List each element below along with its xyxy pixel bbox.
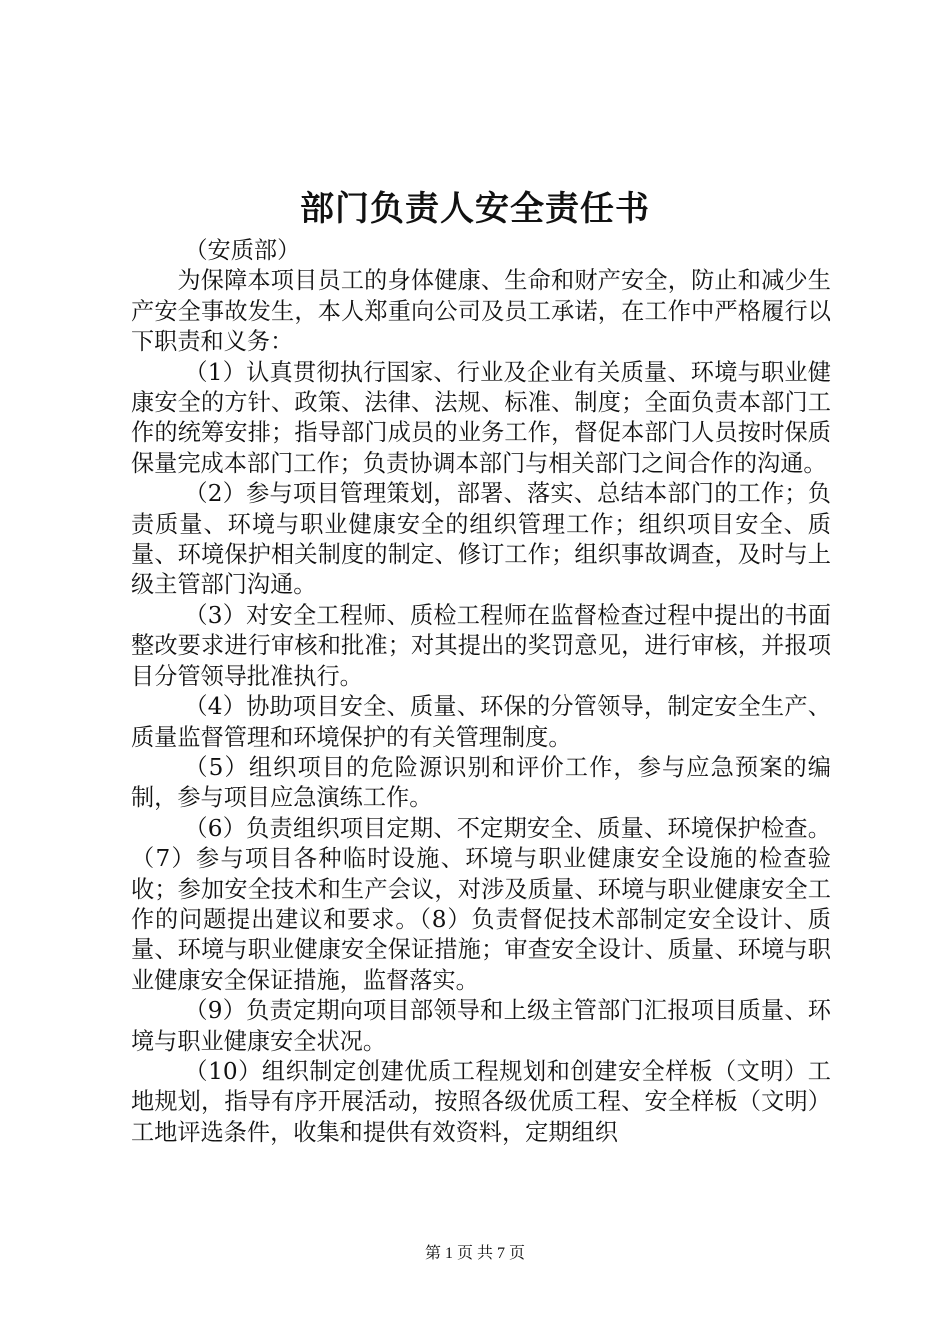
duty-item-4: （4）协助项目安全、质量、环保的分管领导，制定安全生产、质量监督管理和环境保护的有关管理制度。 bbox=[131, 693, 831, 751]
duty-item-1: （1）认真贯彻执行国家、行业及企业有关质量、环境与职业健康安全的方针、政策、法律、法规、标准、制度；全面负责本部门工作的统筹安排；指导部门成员的业务工作，督促本部门人员按时保质保量完成本部门工作；负责协调本部门与相关部门之间合作的沟通。 bbox=[131, 358, 831, 477]
duty-item-3: （3）对安全工程师、质检工程师在监督检查过程中提出的书面整改要求进行审核和批准；对其提出的奖罚意见，进行审核，并报项目分管领导批准执行。 bbox=[131, 601, 831, 690]
document-body bbox=[131, 236, 831, 1148]
duty-item-10: （10）组织制定创建优质工程规划和创建安全样板（文明）工地规划，指导有序开展活动，按照各级优质工程、安全样板（文明）工地评选条件，收集和提供有效资料，定期组织 bbox=[131, 1057, 831, 1146]
department-label: （安质部） bbox=[184, 237, 301, 264]
duty-item-6-8: （6）负责组织项目定期、不定期安全、质量、环境保护检查。（7）参与项目各种临时设施、环境与职业健康安全设施的检查验收；参加安全技术和生产会议，对涉及质量、环境与职业健康安全工作的问题提出建议和要求。（8）负责督促技术部制定安全设计、质量、环境与职业健康安全保证措施；审查安全设计、质量、环境与职业健康安全保证措施，监督落实。 bbox=[131, 814, 831, 994]
intro-paragraph: 为保障本项目员工的身体健康、生命和财产安全，防止和减少生产安全事故发生，本人郑重向公司及员工承诺，在工作中严格履行以下职责和义务： bbox=[131, 267, 831, 356]
page-footer: 第 1 页 共 7 页 bbox=[424, 1245, 525, 1262]
page-title: 部门负责人安全责任书 bbox=[300, 189, 650, 229]
duty-item-2: （2）参与项目管理策划，部署、落实、总结本部门的工作；负责质量、环境与职业健康安全的组织管理工作；组织项目安全、质量、环境保护相关制度的制定、修订工作；组织事故调查，及时与上级主管部门沟通。 bbox=[131, 480, 831, 599]
duty-item-9: （9）负责定期向项目部领导和上级主管部门汇报项目质量、环境与职业健康安全状况。 bbox=[131, 997, 831, 1055]
duty-item-5: （5）组织项目的危险源识别和评价工作，参与应急预案的编制，参与项目应急演练工作。 bbox=[131, 753, 831, 812]
